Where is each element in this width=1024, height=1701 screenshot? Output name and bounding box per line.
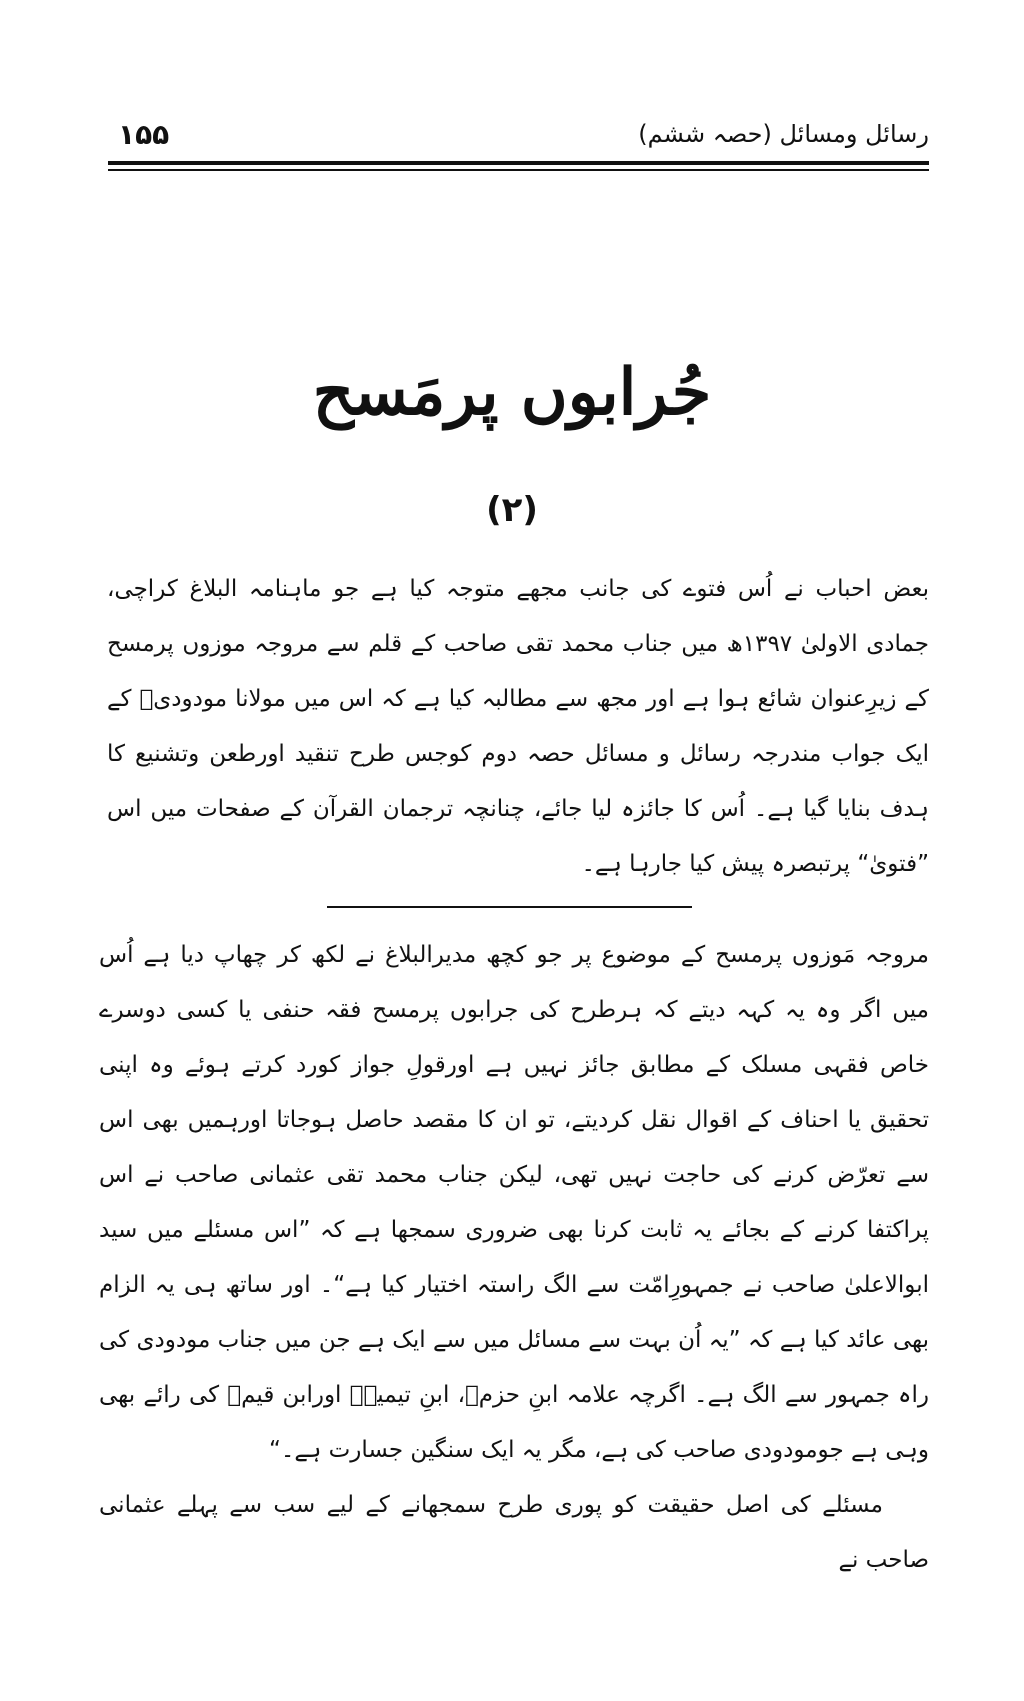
discussion-paragraph: مروجہ مَوزوں پرمسح کے موضوع پر جو کچھ مدیرالبلاغ نے لکھ کر چھاپ دیا ہے اُس میں اگر وہ یہ کہہ دیتے کہ ہرطرح کی جرابوں پرمسح فقہ حنفی یا کسی دوسرے خاص فقہی مسلک کے مطابق جائز نہیں ہے اورقولِ جواز کورد کرتے ہوئے وہ اپنی تحقیق یا احناف کے اقوال نقل کردیتے، تو ان کا مقصد حاصل ہوجاتا اورہمیں بھی اس سے تعرّض کرنے کی حاجت نہیں تھی، لیکن جناب محمد تقی عثمانی صاحب نے اس پراکتفا کرنے کے بجائے یہ ثابت کرنا بھی ضروری سمجھا ہے کہ ”اس مسئلے میں سید ابوالاعلیٰ صاحب نے جمہورِامّت سے الگ راستہ اختیار کیا ہے“۔ اور ساتھ ہی یہ الزام بھی عائد کیا ہے کہ ”یہ اُن بہت سے مسائل میں سے ایک ہے جن میں جناب مودودی کی راہ جمہور سے الگ ہے۔ اگرچہ علامہ ابنِ حزمؒ، ابنِ تیمیہؒ اورابن قیمؒ کی رائے بھی وہی ہے جومودودی صاحب کی ہے، مگر یہ ایک سنگین جسارت ہے۔“ <box>99 942 929 1463</box>
header-rule-thick <box>108 161 929 165</box>
intro-block <box>107 562 929 892</box>
discussion-block <box>99 928 929 1588</box>
chapter-title: جُرابوں پرمَسح <box>312 355 712 430</box>
running-title: رسائل ومسائل (حصہ ششم) <box>638 120 929 148</box>
header-rule-thin <box>108 169 929 171</box>
page-header <box>118 108 929 160</box>
intro-paragraph: بعض احباب نے اُس فتوے کی جانب مجھے متوجہ کیا ہے جو ماہنامہ البلاغ کراچی، جمادی الاولیٰ ۱۳۹۷ھ میں جناب محمد تقی صاحب کے قلم سے مروجہ موزوں پرمسح کے زیرِعنوان شائع ہوا ہے اور مجھ سے مطالبہ کیا ہے کہ اس میں مولانا مودودیؒ کے ایک جواب مندرجہ رسائل و مسائل حصہ دوم کوجس طرح تنقید اورطعن وتشنیع کا ہدف بنایا گیا ہے۔ اُس کا جائزہ لیا جائے، چنانچہ ترجمان القرآن کے صفحات میں اس ”فتویٰ“ پرتبصرہ پیش کیا جارہا ہے۔ <box>107 576 929 877</box>
section-divider <box>327 906 692 908</box>
part-number: (۲) <box>486 490 538 530</box>
closing-line: مسئلے کی اصل حقیقت کو پوری طرح سمجھانے کے لیے سب سے پہلے عثمانی صاحب نے <box>99 1492 929 1573</box>
page-number: ۱۵۵ <box>118 117 170 151</box>
